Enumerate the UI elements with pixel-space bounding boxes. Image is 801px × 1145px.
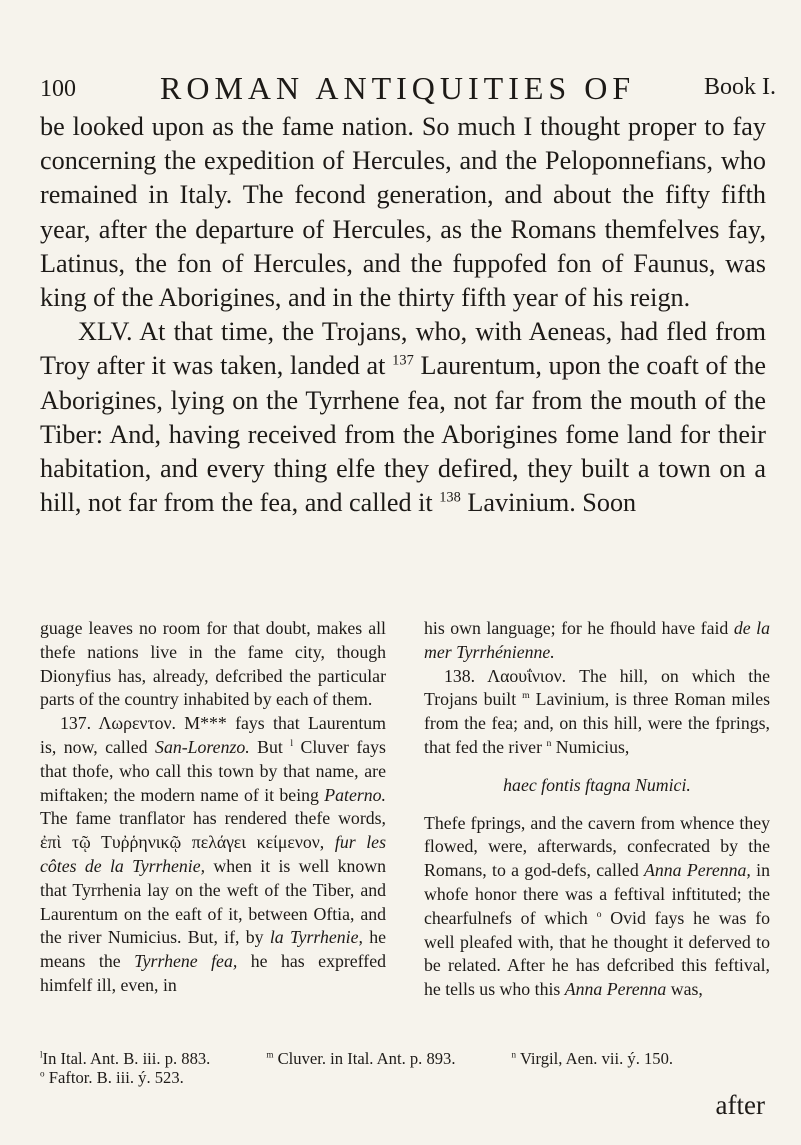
running-header [40,62,780,106]
footnote-o: $^o$ Faftor. B. iii. ý. 523. [40,1068,184,1087]
footnotes [40,1049,766,1087]
note-ref-138: 138 [439,489,461,506]
notes-left-column [40,617,386,998]
main-paragraph-2: XLV. At that time, the Trojans, who, with Aeneas, had fled from Troy after it was taken, landed at $^{137}$ Laurentum, upon the coaft of the Aborigines, lying on the Tyrrhene fea, not far from the mouth of the Tiber: And, having received from the Aborigines fome land for their habitation, and every thing elfe they defired, they built a town on a hill, not far from the fea, and called it $^{138}$ Lavinium. Soon [40,317,766,518]
main-paragraph-1: be looked upon as the fame nation. So much I thought proper to fay concerning the expedition of Hercules, and the Peloponnefians, who remained in Italy. The fecond generation, and about the fifty fifth year, after the departure of Hercules, as the Romans themfelves fay, Latinus, the fon of Hercules, and the fuppofed fon of Faunus, was king of the Aborigines, and in the thirty fifth year of his reign. [40,112,766,313]
note-137: 137. Λωρεντον. M*** fays that Laurentum is, now, called San-Lorenzo. But $^l$ Cluver fays that thofe, who call this town by that name, are miftaken; the modern name of it being Paterno. The fame tranflator has rendered thefe words, ἐπὶ τῷ Τυῤῥηνικῷ πελάγει κείμενον, fur les côtes de la Tyrrhenie, when it is well known that Tyrrhenia lay on the weft of the Tiber, and Laurentum on the eaft of it, between Oftia, and the river Numicius. But, if, by la Tyrrhenie, he means the Tyrrhene fea, he has expreffed himfelf ill, even, in [40,713,387,995]
book-label: Book I. [704,74,776,100]
catchword: after [715,1090,765,1120]
note-138: 138. Λαουΐνιον. The hill, on which the Trojans built $^m$ Lavinium, is three Roman miles from the fea; and, on this hill, were the fprings, that fed the river $^n$ Numicius, [424,665,771,757]
running-title: ROMAN ANTIQUITIES OF [160,70,636,106]
footnote-n: $^n$ Virgil, Aen. vii. ý. 150. [511,1049,674,1068]
footnote-l: $^l$In Ital. Ant. B. iii. p. 883. [40,1049,211,1068]
note-continuation: guage leaves no room for that doubt, makes all thefe nations live in the fame city, though Dionyfius has, already, defcribed the particular parts of the country inhabited by each of them. [40,618,386,710]
notes-right-column [424,617,770,1002]
note-138-cont: Thefe fprings, and the cavern from whence they flowed, were, afterwards, confecrated by the Romans, to a god-defs, called Anna Perenna, in whofe honor there was a feftival inftituted; the chearfulnefs of which $^o$ Ovid fays he was fo well pleafed with, that he thought it deferved to be related. After he has defcribed this feftival, he tells us who this Anna Perenna was, [424,812,771,1000]
footnote-m: $^m$ Cluver. in Ital. Ant. p. 893. [266,1049,456,1068]
note-137-end: his own language; for he fhould have faid de la mer Tyrrhénienne. [424,618,770,662]
note-ref-137: 137 [392,352,414,369]
main-text [40,110,766,520]
page-number: 100 [40,76,76,102]
latin-quote: haec fontis ftagna Numici. [503,774,691,795]
